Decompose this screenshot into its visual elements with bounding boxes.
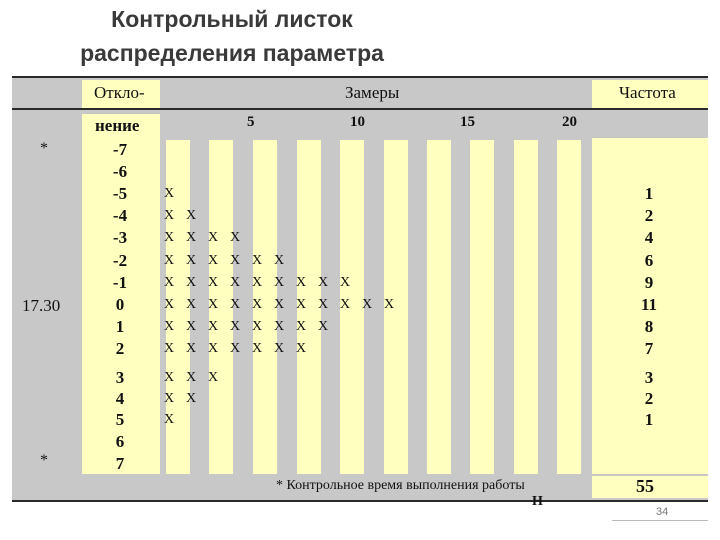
slide-title	[0, 2, 464, 70]
title-line-2: распределения параметра	[80, 40, 384, 66]
deviation-value: 1	[115, 317, 125, 336]
footer-cut-letter: Н	[532, 494, 543, 509]
tally-mark: X	[252, 341, 263, 356]
tally-mark: X	[186, 370, 197, 385]
tally-mark: X	[384, 297, 395, 312]
tally-mark: X	[186, 208, 197, 223]
tally-mark: X	[230, 297, 241, 312]
tally-mark: X	[186, 230, 197, 245]
tally-mark: X	[164, 341, 175, 356]
frequency-value: 3	[644, 368, 654, 387]
tick-5: 5	[247, 114, 255, 130]
tally-mark: X	[252, 297, 263, 312]
tally-mark: X	[208, 275, 219, 290]
tally-mark: X	[252, 253, 263, 268]
tally-mark: X	[208, 319, 219, 334]
marker-bottom: *	[40, 452, 48, 469]
total-value: 55	[636, 476, 654, 496]
tally-mark: X	[340, 275, 351, 290]
tally-mark: X	[164, 412, 175, 427]
tally-mark: X	[164, 391, 175, 406]
measurement-stripe	[427, 140, 451, 474]
measurements-header: Замеры	[345, 83, 400, 102]
tally-mark: X	[274, 341, 285, 356]
check-sheet-table	[12, 76, 708, 509]
tally-mark: X	[164, 319, 175, 334]
tally-mark: X	[230, 253, 241, 268]
frequency-subheader-cell	[592, 112, 708, 138]
tick-20: 20	[562, 114, 577, 130]
tally-mark: X	[318, 275, 329, 290]
deviation-header-bottom: нение	[95, 116, 140, 135]
tally-mark: X	[274, 297, 285, 312]
tally-mark: X	[186, 297, 197, 312]
deviation-value: 7	[115, 454, 125, 473]
page-number: 34	[656, 506, 669, 518]
tally-mark: X	[230, 275, 241, 290]
tally-mark: X	[186, 253, 197, 268]
tally-mark: X	[164, 370, 175, 385]
deviation-value: -5	[112, 184, 128, 203]
frequency-value: 1	[644, 184, 654, 203]
deviation-value: -7	[112, 140, 128, 159]
tally-mark: X	[274, 253, 285, 268]
deviation-value: 3	[115, 368, 125, 387]
measurement-stripe	[470, 140, 494, 474]
frequency-value: 1	[644, 410, 654, 429]
tally-mark: X	[164, 275, 175, 290]
frequency-value: 2	[644, 206, 654, 225]
tally-mark: X	[252, 275, 263, 290]
deviation-value: -1	[112, 273, 128, 292]
tally-mark: X	[230, 230, 241, 245]
measurement-stripe	[514, 140, 538, 474]
tally-mark: X	[296, 319, 307, 334]
deviation-value: 4	[115, 389, 125, 408]
top-rule	[12, 76, 708, 78]
tick-10: 10	[350, 114, 365, 130]
tally-mark: X	[230, 341, 241, 356]
tally-mark: X	[164, 297, 175, 312]
tally-mark: X	[296, 341, 307, 356]
deviation-header-top: Отклo-	[94, 83, 145, 102]
tally-mark: X	[296, 297, 307, 312]
tally-mark: X	[186, 319, 197, 334]
header-rule	[12, 108, 708, 110]
bottom-rule	[12, 500, 708, 502]
deviation-value: 0	[115, 295, 125, 314]
frequency-value: 4	[644, 228, 654, 247]
tally-mark: X	[164, 230, 175, 245]
tally-mark: X	[274, 319, 285, 334]
deviation-value: 5	[115, 410, 125, 429]
tally-mark: X	[208, 297, 219, 312]
tally-mark: X	[296, 275, 307, 290]
tally-mark: X	[208, 341, 219, 356]
frequency-value: 11	[640, 295, 658, 314]
tally-mark: X	[186, 391, 197, 406]
tally-mark: X	[208, 370, 219, 385]
frequency-value: 9	[644, 273, 654, 292]
frequency-header: Частота	[619, 83, 676, 102]
tally-mark: X	[318, 297, 329, 312]
marker-top: *	[40, 140, 48, 157]
tally-mark: X	[340, 297, 351, 312]
tally-mark: X	[164, 186, 175, 201]
tally-mark: X	[208, 230, 219, 245]
tally-mark: X	[362, 297, 373, 312]
tally-mark: X	[186, 341, 197, 356]
deviation-value: -2	[112, 251, 128, 270]
frequency-value: 7	[644, 339, 654, 358]
tally-mark: X	[274, 275, 285, 290]
title-line-1: Контрольный листок	[111, 6, 353, 32]
tally-mark: X	[318, 319, 329, 334]
tally-mark: X	[164, 208, 175, 223]
deviation-value: 2	[115, 339, 125, 358]
deviation-value: -4	[112, 206, 128, 225]
measurement-stripe	[557, 140, 581, 474]
marker-middle: 17.30	[22, 296, 61, 315]
deviation-value: -3	[112, 228, 128, 247]
tally-mark: X	[252, 319, 263, 334]
tally-mark: X	[208, 253, 219, 268]
tally-mark: X	[164, 253, 175, 268]
frequency-value: 2	[644, 389, 654, 408]
frequency-value: 8	[644, 317, 654, 336]
tally-mark: X	[230, 319, 241, 334]
footer-note: * Контрольное время выполнения работы	[276, 478, 525, 493]
page-number-rule	[612, 520, 708, 521]
frequency-value: 6	[644, 251, 654, 270]
deviation-value: -6	[112, 162, 128, 181]
tally-mark: X	[186, 275, 197, 290]
tick-15: 15	[460, 114, 475, 130]
deviation-value: 6	[115, 432, 125, 451]
